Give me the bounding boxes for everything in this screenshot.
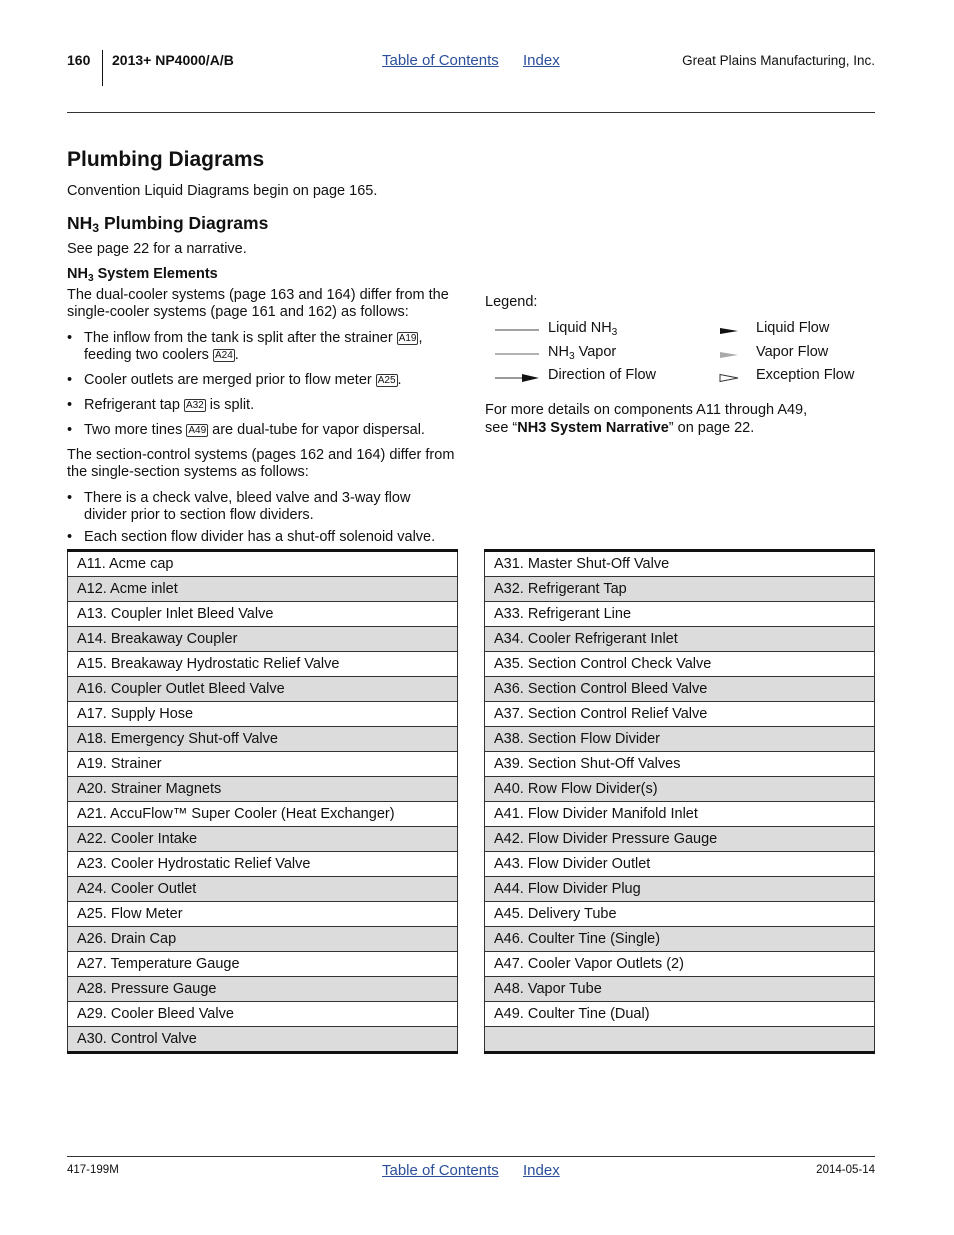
part-cell: A24. Cooler Outlet [68, 877, 458, 902]
table-row [485, 877, 875, 902]
part-cell: A20. Strainer Magnets [68, 777, 458, 802]
table-row [485, 727, 875, 752]
company-name: Great Plains Manufacturing, Inc. [682, 53, 875, 68]
table-row [68, 677, 458, 702]
part-cell: A21. AccuFlow™ Super Cooler (Heat Exchanger) [68, 802, 458, 827]
doc-number: 417-199M [67, 1164, 119, 1176]
part-cell: A16. Coupler Outlet Bleed Valve [68, 677, 458, 702]
part-cell: A44. Flow Divider Plug [485, 877, 875, 902]
table-row [485, 977, 875, 1002]
list-item: • Each section flow divider has a shut-off solenoid valve. [67, 529, 467, 546]
table-row [68, 752, 458, 777]
part-cell: A14. Breakaway Coupler [68, 627, 458, 652]
table-row [68, 977, 458, 1002]
part-cell: A37. Section Control Relief Valve [485, 702, 875, 727]
list-item: • Two more tines A49 are dual-tube for vapor dispersal. [67, 422, 462, 439]
exception-flow-arrow-icon [719, 373, 739, 383]
part-cell: A33. Refrigerant Line [485, 602, 875, 627]
legend-nh3-vapor: $NH_3$ Vapor [548, 344, 617, 362]
table-row [485, 577, 875, 602]
footer-toc-link[interactable]: Table of Contents [382, 1162, 499, 1179]
part-cell: A39. Section Shut-Off Valves [485, 752, 875, 777]
list-item: • There is a check valve, bleed valve and 3-way flow divider prior to section flow dividers. [67, 490, 444, 524]
section-title: $NH_3$ Plumbing Diagrams [67, 213, 269, 235]
table-row [68, 652, 458, 677]
part-cell: A48. Vapor Tube [485, 977, 875, 1002]
table-row [485, 1002, 875, 1027]
table-row [68, 1002, 458, 1027]
table-row [485, 652, 875, 677]
part-cell: A11. Acme cap [68, 551, 458, 577]
table-row [485, 802, 875, 827]
list-item: • The inflow from the tank is split after the strainer A19 , feeding two coolers A24 . [67, 330, 462, 364]
part-cell: A17. Supply Hose [68, 702, 458, 727]
header-divider [102, 50, 103, 86]
table-row [485, 551, 875, 577]
table-row [68, 602, 458, 627]
part-cell [485, 1027, 875, 1053]
dual-cooler-list [67, 330, 462, 439]
table-row [485, 752, 875, 777]
table-row [485, 602, 875, 627]
part-cell: A15. Breakaway Hydrostatic Relief Valve [68, 652, 458, 677]
narrative-reference: See page 22 for a narrative. [67, 241, 247, 257]
legend-exception-flow: Exception Flow [756, 367, 855, 383]
table-row [485, 902, 875, 927]
legend-details: For more details on components A11 through A49, see “NH3 System Narrative” on page 22. [485, 402, 808, 436]
table-row [68, 802, 458, 827]
table-row [68, 777, 458, 802]
vapor-line-icon [494, 350, 540, 358]
table-row [68, 952, 458, 977]
legend-label: Legend: [485, 294, 538, 310]
header-rule [67, 112, 875, 113]
part-cell: A49. Coulter Tine (Dual) [485, 1002, 875, 1027]
part-cell: A31. Master Shut-Off Valve [485, 551, 875, 577]
parts-table-right [484, 549, 875, 1054]
part-cell: A34. Cooler Refrigerant Inlet [485, 627, 875, 652]
legend-direction: Direction of Flow [548, 367, 656, 383]
part-cell: A45. Delivery Tube [485, 902, 875, 927]
subsection-title: $NH_3$ System Elements [67, 266, 218, 284]
header-index-link[interactable]: Index [523, 52, 560, 69]
table-row [485, 827, 875, 852]
header-toc-link[interactable]: Table of Contents [382, 52, 499, 69]
liquid-flow-arrow-icon [719, 326, 739, 336]
page-number: 160 [67, 52, 91, 68]
part-cell: A26. Drain Cap [68, 927, 458, 952]
table-row [68, 852, 458, 877]
part-cell: A25. Flow Meter [68, 902, 458, 927]
liquid-line-icon [494, 326, 540, 334]
table-row [68, 702, 458, 727]
legend-liquid-flow: Liquid Flow [756, 320, 830, 336]
table-row [68, 551, 458, 577]
intro-text: Convention Liquid Diagrams begin on page 165. [67, 183, 378, 199]
table-row [68, 827, 458, 852]
callout-a32: A32 [185, 400, 204, 411]
part-cell: A28. Pressure Gauge [68, 977, 458, 1002]
dual-cooler-paragraph: The dual-cooler systems (page 163 and 164) differ from the single-cooler systems (page 161 and 162) as follows: [67, 287, 449, 320]
footer-index-link[interactable]: Index [523, 1162, 560, 1179]
part-cell: A40. Row Flow Divider(s) [485, 777, 875, 802]
model-name: 2013+ NP4000/A/B [112, 52, 234, 68]
legend-liquid-nh3: Liquid $NH_3$ [548, 320, 618, 338]
callout-a49: A49 [188, 425, 207, 436]
table-row [68, 727, 458, 752]
table-row [485, 677, 875, 702]
part-cell: A36. Section Control Bleed Valve [485, 677, 875, 702]
page-title: Plumbing Diagrams [67, 148, 265, 171]
part-cell: A42. Flow Divider Pressure Gauge [485, 827, 875, 852]
list-item: • Refrigerant tap A32 is split. [67, 397, 462, 414]
direction-arrow-icon [494, 373, 540, 383]
table-row [68, 927, 458, 952]
callout-a24: A24 [214, 350, 233, 361]
part-cell: A27. Temperature Gauge [68, 952, 458, 977]
table-row [68, 1027, 458, 1053]
part-cell: A46. Coulter Tine (Single) [485, 927, 875, 952]
callout-a19: A19 [398, 333, 417, 344]
part-cell: A22. Cooler Intake [68, 827, 458, 852]
parts-table-left [67, 549, 458, 1054]
table-row [485, 627, 875, 652]
part-cell: A41. Flow Divider Manifold Inlet [485, 802, 875, 827]
table-row [68, 627, 458, 652]
table-row [485, 702, 875, 727]
part-cell: A32. Refrigerant Tap [485, 577, 875, 602]
part-cell: A18. Emergency Shut-off Valve [68, 727, 458, 752]
section-control-paragraph: The section-control systems (pages 162 and 164) differ from the single-section systems as follows: [67, 447, 455, 480]
table-row [485, 852, 875, 877]
section-control-list [67, 490, 467, 546]
part-cell: A23. Cooler Hydrostatic Relief Valve [68, 852, 458, 877]
part-cell: A47. Cooler Vapor Outlets (2) [485, 952, 875, 977]
part-cell: A43. Flow Divider Outlet [485, 852, 875, 877]
table-row [68, 877, 458, 902]
table-row [485, 777, 875, 802]
table-row [485, 927, 875, 952]
part-cell: A19. Strainer [68, 752, 458, 777]
table-row [68, 577, 458, 602]
part-cell: A13. Coupler Inlet Bleed Valve [68, 602, 458, 627]
legend-vapor-flow: Vapor Flow [756, 344, 829, 360]
vapor-flow-arrow-icon [719, 350, 739, 360]
list-item: • Cooler outlets are merged prior to flow meter A25 . [67, 372, 462, 389]
part-cell: A38. Section Flow Divider [485, 727, 875, 752]
part-cell: A35. Section Control Check Valve [485, 652, 875, 677]
callout-a25: A25 [377, 375, 396, 386]
footer-rule [67, 1156, 875, 1157]
part-cell: A12. Acme inlet [68, 577, 458, 602]
part-cell: A29. Cooler Bleed Valve [68, 1002, 458, 1027]
table-row [485, 1027, 875, 1053]
table-row [485, 952, 875, 977]
part-cell: A30. Control Valve [68, 1027, 458, 1053]
footer-date: 2014-05-14 [816, 1164, 875, 1176]
table-row [68, 902, 458, 927]
